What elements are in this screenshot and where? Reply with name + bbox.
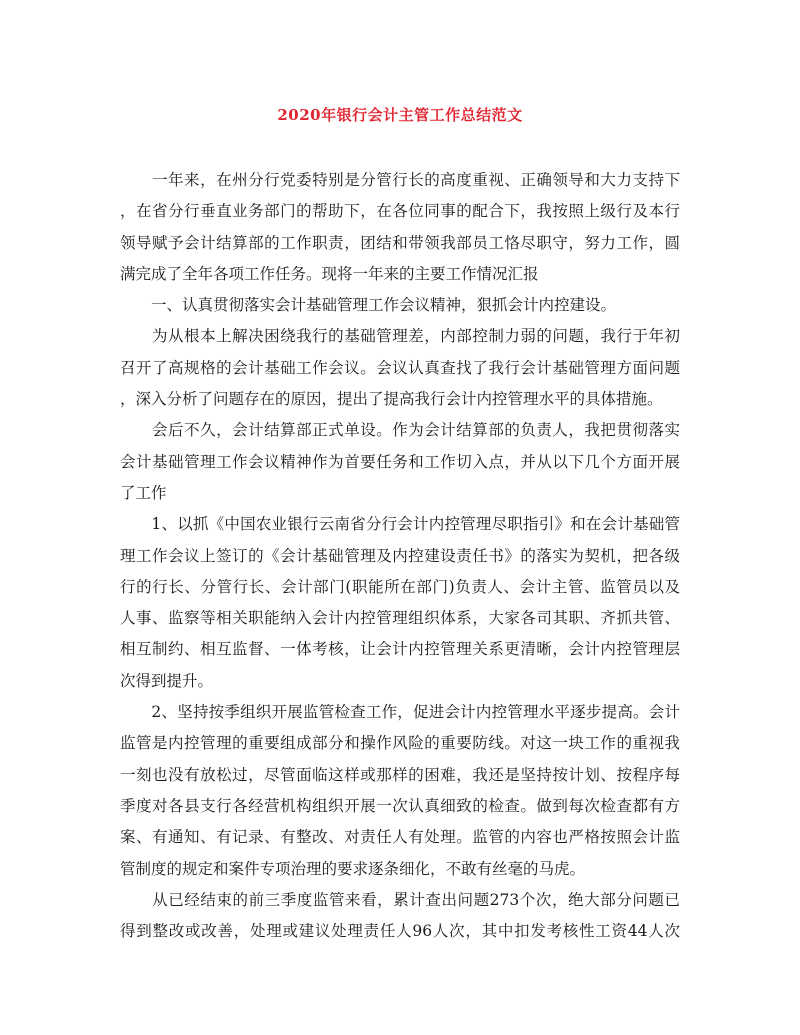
body-line: 会计基础管理工作会议精神作为首要任务和工作切入点，并从以下几个方面开展 <box>120 452 680 471</box>
body-line: 1、以抓《中国农业银行云南省分行会计内控管理尽职指引》和在会计基础管 <box>120 515 680 534</box>
body-line: 行的行长、分管行长、会计部门(职能所在部门)负责人、会计主管、监管员以及 <box>120 577 680 596</box>
body-line: 一、认真贯彻落实会计基础管理工作会议精神，狠抓会计内控建设。 <box>120 296 617 315</box>
body-line: 2、坚持按季组织开展监管检查工作，促进会计内控管理水平逐步提高。会计 <box>120 703 680 722</box>
body-line: 会后不久，会计结算部正式单设。作为会计结算部的负责人，我把贯彻落实 <box>120 421 680 440</box>
body-line: 案、有通知、有记录、有整改、对责任人有处理。监管的内容也严格按照会计监 <box>120 828 680 847</box>
body-line: 召开了高规格的会计基础工作会议。会议认真查找了我行会计基础管理方面问题 <box>120 358 680 377</box>
body-line: 为从根本上解决困绕我行的基础管理差，内部控制力弱的问题，我行于年初 <box>120 327 680 346</box>
body-line: 监管是内控管理的重要组成部分和操作风险的重要防线。对这一块工作的重视我 <box>120 734 680 753</box>
body-line: 季度对各县支行各经营机构组织开展一次认真细致的检查。做到每次检查都有方 <box>120 796 680 815</box>
body-line: 次得到提升。 <box>120 671 214 690</box>
body-line: ，在省分行垂直业务部门的帮助下，在各位同事的配合下，我按照上级行及本行 <box>120 202 680 221</box>
body-line: 了工作 <box>120 483 167 502</box>
body-line: 理工作会议上签订的《会计基础管理及内控建设责任书》的落实为契机，把各级 <box>120 546 680 565</box>
body-line: 管制度的规定和案件专项治理的要求逐条细化，不敢有丝毫的马虎。 <box>120 859 586 878</box>
body-line: 一刻也没有放松过，尽管面临这样或那样的困难，我还是坚持按计划、按程序每 <box>120 765 680 784</box>
document-title: 2020年银行会计主管工作总结范文 <box>277 106 523 124</box>
body-line: 从已经结束的前三季度监管来看，累计查出问题273个次，绝大部分问题已 <box>120 890 680 909</box>
body-line: 一年来，在州分行党委特别是分管行长的高度重视、正确领导和大力支持下 <box>120 171 680 189</box>
body-line: 得到整改或改善，处理或建议处理责任人96人次，其中扣发考核性工资44人次 <box>120 922 680 941</box>
document-body <box>120 165 680 947</box>
body-line: ，深入分析了问题存在的原因，提出了提高我行会计内控管理水平的具体措施。 <box>120 390 663 409</box>
body-line: 领导赋予会计结算部的工作职责，团结和带领我部员工恪尽职守，努力工作，圆 <box>120 233 680 252</box>
body-line: 相互制约、相互监督、一体考核，让会计内控管理关系更清晰，会计内控管理层 <box>120 640 680 659</box>
body-line: 满完成了全年各项工作任务。现将一年来的主要工作情况汇报 <box>120 264 539 283</box>
body-line: 人事、监察等相关职能纳入会计内控管理组织体系，大家各司其职、齐抓共管、 <box>120 609 680 628</box>
